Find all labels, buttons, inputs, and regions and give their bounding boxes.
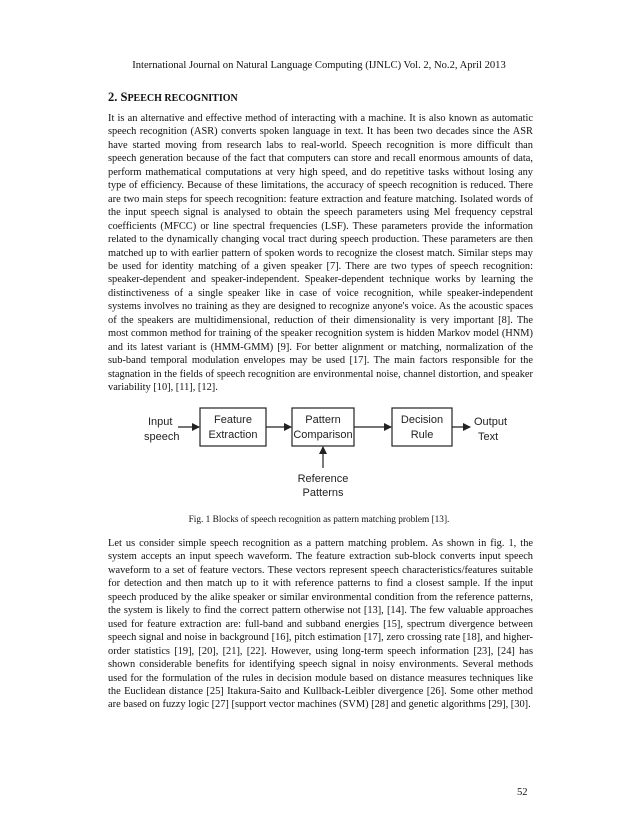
input-label-line2: speech [144, 431, 180, 443]
section-number: 2. S [108, 90, 128, 104]
output-label-line2: Text [478, 431, 499, 443]
output-label-line1: Output [474, 416, 508, 428]
figure-caption: Fig. 1 Blocks of speech recognition as pattern matching problem [13]. [188, 515, 450, 525]
input-label-line1: Input [148, 416, 173, 428]
reference-patterns-line2: Patterns [302, 487, 344, 499]
paragraph-pattern-matching: Let us consider simple speech recognition as a pattern matching problem. As shown in fig. 1, the system accepts an input speech waveform. The feature extraction sub-block converts input speech waveform to a set of feature vectors. These vectors represent speech characteristics/features suitable for detection and then match up to it with reference patterns to find a closest sample. If the input speech produced by the alike speaker or similar environmental condition from the reference patterns, the system is likely to find the correct pattern otherwise not [13], [14]. The few valuable approaches used for feature extraction are: full-band and subband energies [15], spectrum divergence between speech signal and noise in background [16], pitch estimation [17], zero crossing rate [18], and higher-order statistics [19], [20], [21], [22]. However, using long-term speech information [23], [24] has shown considerable benefits for identifying speech signal in noisy environments. Several methods used for the formulation of the rules in decision module based on distance measures techniques like the Euclidean distance [25] Itakura-Saito and Kullback-Leibler divergence [26]. Some other method are based on fuzzy logic [27] [support vector machines (SVM) [28] and genetic algorithms [29], [30]. [108, 538, 533, 711]
decision-rule-line1: Decision [400, 414, 444, 426]
section-title: PEECH RECOGNITION [127, 93, 238, 104]
feature-extraction-line1: Feature [214, 414, 252, 426]
journal-header: International Journal on Natural Language Computing (IJNLC) Vol. 2, No.2, April 2013 [132, 60, 506, 71]
reference-patterns-line1: Reference [297, 473, 349, 485]
page-number: 52 [517, 787, 528, 798]
decision-rule-line2: Rule [410, 429, 434, 441]
feature-extraction-line2: Extraction [208, 429, 258, 441]
paragraph-speech-recognition-intro: It is an alternative and effective method of interacting with a machine. It is also known as automatic speech recognition (ASR) converts spoken language in text. It has been two decades since the ASR have started moving from research labs to real-world. Speech recognition is more difficult than speech generation because of the fact that computers can store and recall enormous amounts of data, perform mathematical computations at very high speed, and do repetitive tasks without losing any type of efficiency. Because of these limitations, the accuracy of speech recognition is reduced. There are two main steps for speech recognition: feature extraction and feature matching. Isolated words of the input speech signal is analysed to obtain the speech parameters using Mel frequency cepstral coefficients (MFCC) or line spectral frequencies (LSF). These parameters provide the information related to the dynamically changing vocal tract during speech production. These parameters are then matched up to with earlier pattern of spoken words to recognize the closest match. Similar steps may be used for identity matching of a given speaker [7]. There are two types of speech recognition: speaker-dependent and speaker-independent. Speaker-dependent technique works by learning the distinctiveness of a single speaker like in case of voice recognition, while speaker-independent systems involves no training as they are designed to recognize anyone's voice. As the acoustic spaces of the speakers are multidimensional, reduction of their dimensionality is very important [8]. The most common method for training of the speaker recognition system is hidden Markov model (HNM) and its latest variant is (HMM-GMM) [9]. For better alignment or matching, normalization of the sub-band temporal modulation envelopes may be used [17]. The main factors responsible for the stagnation in the fields of speech recognition are environmental noise, channel distortion, and speaker variability [10], [11], [12]. [108, 113, 533, 394]
speech-recognition-block-diagram [108, 400, 533, 508]
pattern-comparison-line2: Comparison [293, 429, 353, 441]
pattern-comparison-line1: Pattern [305, 414, 341, 426]
section-heading [108, 90, 238, 105]
